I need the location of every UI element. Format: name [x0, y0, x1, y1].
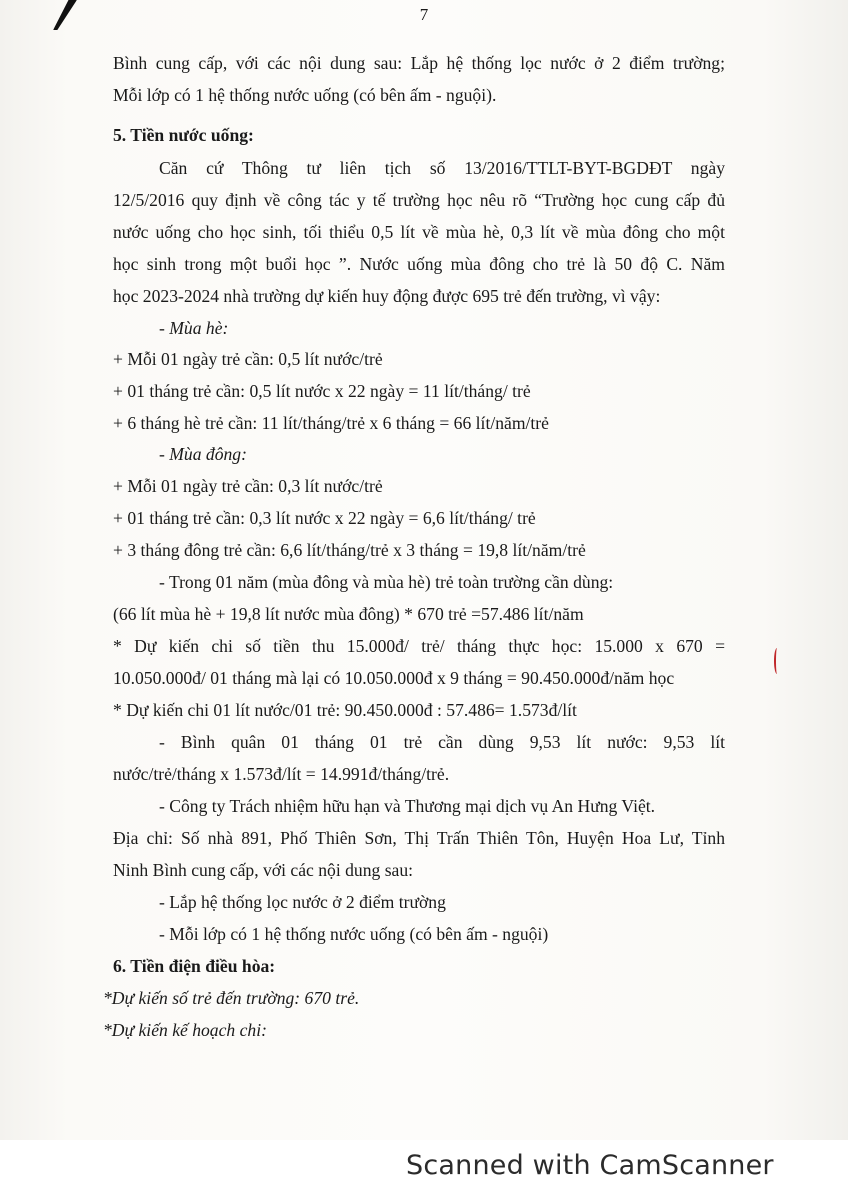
text-line: học sinh trong một buổi học ”. Nước uống mùa đông cho trẻ là 50 độ C. Năm: [113, 254, 725, 274]
text-line: Bình cung cấp, với các nội dung sau: Lắp hệ thống lọc nước ở 2 điểm trường;: [113, 53, 725, 73]
text-line: - Công ty Trách nhiệm hữu hạn và Thương mại dịch vụ An Hưng Việt.: [159, 796, 656, 816]
text-line: Địa chỉ: Số nhà 891, Phố Thiên Sơn, Thị Trấn Thiên Tôn, Huyện Hoa Lư, Tỉnh: [113, 828, 725, 848]
text-line: - Trong 01 năm (mùa đông và mùa hè) trẻ toàn trường cần dùng:: [159, 572, 614, 592]
red-pen-mark: [774, 648, 780, 674]
text-line: (66 lít mùa hè + 19,8 lít nước mùa đông) * 670 trẻ =57.486 lít/năm: [113, 604, 584, 624]
text-line: - Lắp hệ thống lọc nước ở 2 điểm trường: [159, 892, 446, 912]
text-line: + 01 tháng trẻ cần: 0,3 lít nước x 22 ngày = 6,6 lít/tháng/ trẻ: [113, 508, 536, 528]
text-line: + 6 tháng hè trẻ cần: 11 lít/tháng/trẻ x 6 tháng = 66 lít/năm/trẻ: [113, 413, 549, 433]
text-line: *Dự kiến kế hoạch chi:: [103, 1020, 267, 1040]
text-line: + 01 tháng trẻ cần: 0,5 lít nước x 22 ngày = 11 lít/tháng/ trẻ: [113, 381, 531, 401]
text-line: 10.050.000đ/ 01 tháng mà lại có 10.050.000đ x 9 tháng = 90.450.000đ/năm học: [113, 668, 675, 688]
text-line: * Dự kiến chi số tiền thu 15.000đ/ trẻ/ tháng thực học: 15.000 x 670 =: [113, 636, 725, 656]
text-line: Ninh Bình cung cấp, với các nội dung sau:: [113, 860, 414, 880]
text-line: *Dự kiến số trẻ đến trường: 670 trẻ.: [103, 988, 360, 1008]
text-line: Căn cứ Thông tư liên tịch số 13/2016/TTLT-BYT-BGDĐT ngày: [159, 158, 725, 178]
text-line: học 2023-2024 nhà trường dự kiến huy động được 695 trẻ đến trường, vì vậy:: [113, 286, 661, 306]
text-line: + Mỗi 01 ngày trẻ cần: 0,5 lít nước/trẻ: [113, 349, 383, 369]
page-number: 7: [419, 5, 429, 24]
text-line: Mỗi lớp có 1 hệ thống nước uống (có bên ấm - nguội).: [113, 85, 497, 105]
text-line: - Bình quân 01 tháng 01 trẻ cần dùng 9,53 lít nước: 9,53 lít: [159, 732, 725, 752]
camscanner-footer: Scanned with CamScanner: [406, 1150, 774, 1181]
season-label: - Mùa đông:: [159, 444, 247, 464]
text-line: 12/5/2016 quy định về công tác y tế trường học nêu rõ “Trường học cung cấp đủ: [113, 190, 725, 210]
text-line: nước uống cho học sinh, tối thiểu 0,5 lít về mùa hè, 0,3 lít về mùa đông cho một: [113, 222, 725, 242]
text-line: + Mỗi 01 ngày trẻ cần: 0,3 lít nước/trẻ: [113, 476, 383, 496]
season-label: - Mùa hè:: [159, 318, 229, 338]
section-heading: 5. Tiền nước uống:: [113, 125, 254, 145]
text-line: - Mỗi lớp có 1 hệ thống nước uống (có bên ấm - nguội): [159, 924, 549, 944]
text-line: + 3 tháng đông trẻ cần: 6,6 lít/tháng/trẻ x 3 tháng = 19,8 lít/năm/trẻ: [113, 540, 586, 560]
section-heading: 6. Tiền điện điều hòa:: [113, 956, 276, 976]
text-line: nước/trẻ/tháng x 1.573đ/lít = 14.991đ/tháng/trẻ.: [113, 764, 450, 784]
text-line: * Dự kiến chi 01 lít nước/01 trẻ: 90.450.000đ : 57.486= 1.573đ/lít: [113, 700, 577, 720]
